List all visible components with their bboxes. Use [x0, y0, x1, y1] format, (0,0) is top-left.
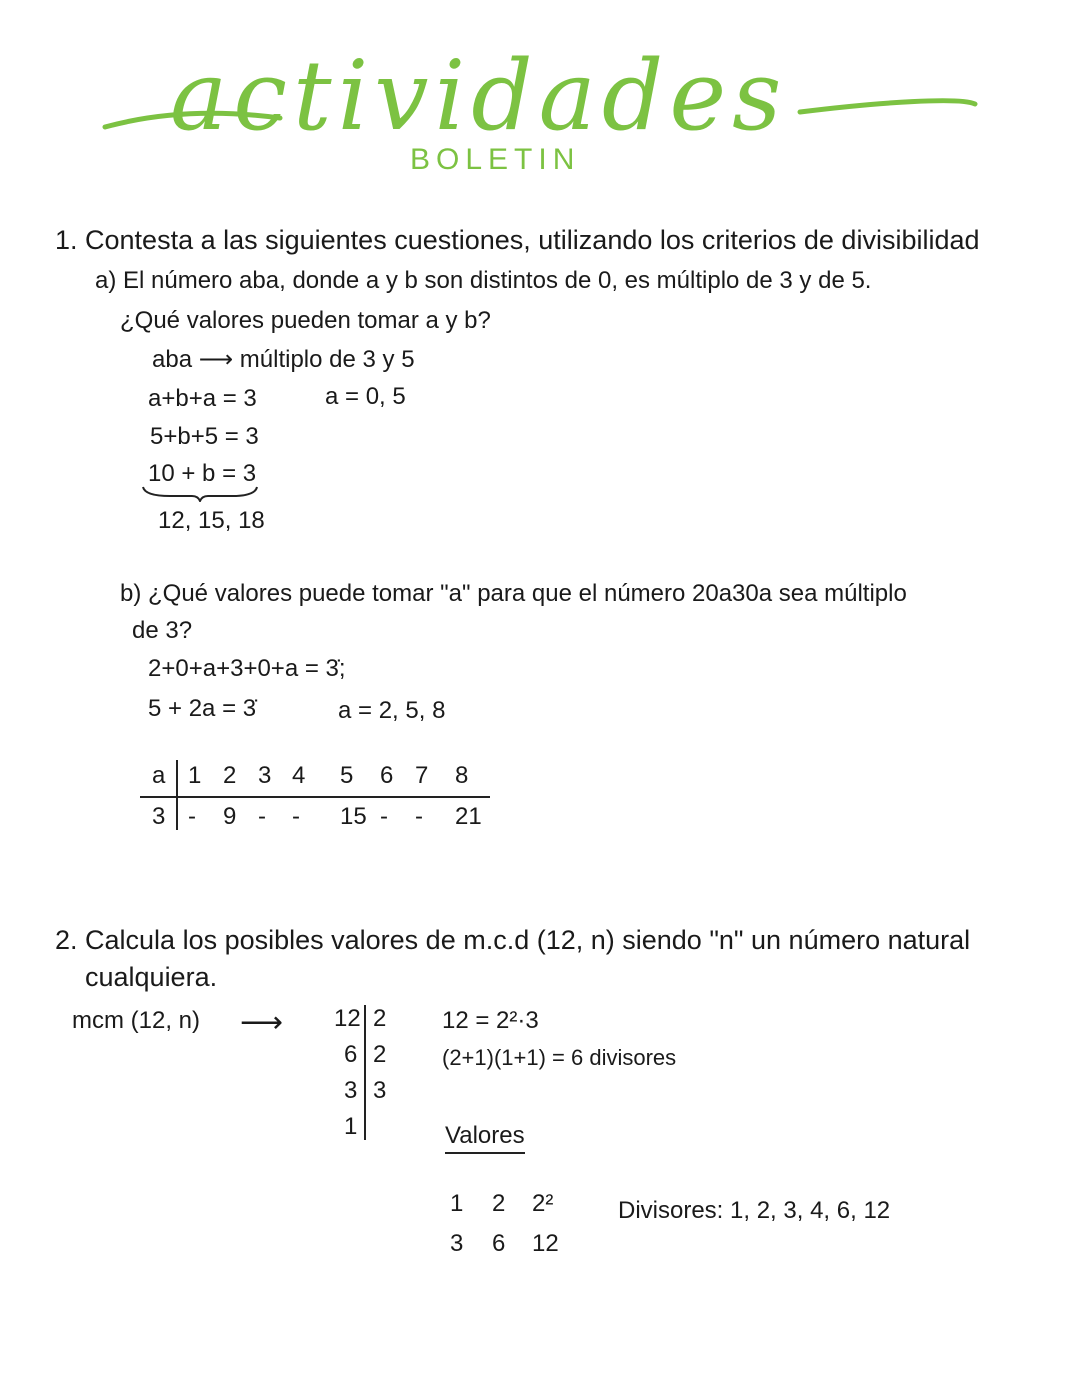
- q1b-work-line2b: a = 2, 5, 8: [338, 697, 446, 724]
- q1b-text-line2: de 3?: [132, 617, 193, 644]
- q2-heading-line2: cualquiera.: [85, 962, 218, 992]
- factor-left-1: 6: [344, 1041, 358, 1068]
- q2-valores-label: Valores: [445, 1122, 525, 1154]
- factor-right-1: 2: [373, 1041, 387, 1068]
- table-row1-cell-3: 3: [258, 762, 272, 789]
- q1a-work-line4: 10 + b = 3: [148, 460, 257, 487]
- q2-divisores: Divisores: 1, 2, 3, 4, 6, 12: [618, 1197, 891, 1224]
- q1b-text-line1: b) ¿Qué valores puede tomar "a" para que el número 20a30a sea múltiplo: [120, 580, 907, 607]
- q2-heading-line1: 2. Calcula los posibles valores de m.c.d (12, n) siendo "n" un número natural: [55, 925, 971, 955]
- q2-divisor-count: (2+1)(1+1) = 6 divisores: [442, 1045, 677, 1070]
- factor-divider: [364, 1005, 366, 1140]
- q1a-work-line2b: a = 0, 5: [325, 383, 406, 410]
- value-r2-c0: 3: [450, 1230, 464, 1257]
- factor-left-0: 12: [334, 1005, 361, 1032]
- value-r1-c0: 1: [450, 1190, 464, 1217]
- page-title: actividades: [170, 40, 788, 152]
- table-row1-cell-6: 6: [380, 762, 394, 789]
- q1a-text-line1: a) El número aba, donde a y b son distintos de 0, es múltiplo de 3 y de 5.: [95, 267, 872, 294]
- value-r1-c1: 2: [492, 1190, 506, 1217]
- table-row1-cell-1: 1: [188, 762, 202, 789]
- table-row2-cell-1: -: [188, 803, 196, 830]
- table-row1-cell-8: 8: [455, 762, 469, 789]
- factor-right-0: 2: [373, 1005, 387, 1032]
- table-divider-vertical: [176, 760, 178, 830]
- q1a-work-line1: aba ⟶ múltiplo de 3 y 5: [152, 346, 415, 373]
- value-r2-c2: 12: [532, 1230, 559, 1257]
- table-row2-cell-5: 15: [340, 803, 367, 830]
- table-divider-horizontal: [140, 796, 490, 798]
- table-row2-cell-7: -: [415, 803, 423, 830]
- title-underline-swash: [100, 92, 980, 142]
- factor-left-3: 1: [344, 1113, 358, 1140]
- table-row2-cell-8: 21: [455, 803, 482, 830]
- q1b-work-line1: 2+0+a+3+0+a = 3̇;: [148, 655, 346, 682]
- value-r1-c2: 2²: [532, 1190, 554, 1217]
- table-row2-cell-3: -: [258, 803, 266, 830]
- table-row2-cell-2: 9: [223, 803, 237, 830]
- table-row1-cell-0: a: [152, 762, 166, 789]
- table-row1-cell-5: 5: [340, 762, 354, 789]
- q1a-brace: [140, 484, 260, 502]
- q1a-text-line2: ¿Qué valores pueden tomar a y b?: [120, 307, 491, 334]
- value-r2-c1: 6: [492, 1230, 506, 1257]
- page-subtitle: BOLETIN: [410, 143, 581, 176]
- q1a-work-line2: a+b+a = 3: [148, 385, 257, 412]
- q1a-work-line5: 12, 15, 18: [158, 507, 265, 534]
- table-row1-cell-2: 2: [223, 762, 237, 789]
- q1-heading: 1. Contesta a las siguientes cuestiones, utilizando los criterios de divisibilidad: [55, 225, 980, 255]
- q2-arrow: ⟶: [240, 1006, 284, 1039]
- table-row1-cell-4: 4: [292, 762, 306, 789]
- q2-factorization: 12 = 2²·3: [442, 1007, 539, 1034]
- q1a-work-line3: 5+b+5 = 3: [150, 423, 259, 450]
- q1b-work-line2: 5 + 2a = 3̇: [148, 695, 257, 722]
- q2-mcm-label: mcm (12, n): [72, 1007, 201, 1034]
- table-row1-cell-7: 7: [415, 762, 429, 789]
- table-row2-cell-4: -: [292, 803, 300, 830]
- factor-left-2: 3: [344, 1077, 358, 1104]
- factor-right-2: 3: [373, 1077, 387, 1104]
- table-row2-cell-0: 3: [152, 803, 166, 830]
- table-row2-cell-6: -: [380, 803, 388, 830]
